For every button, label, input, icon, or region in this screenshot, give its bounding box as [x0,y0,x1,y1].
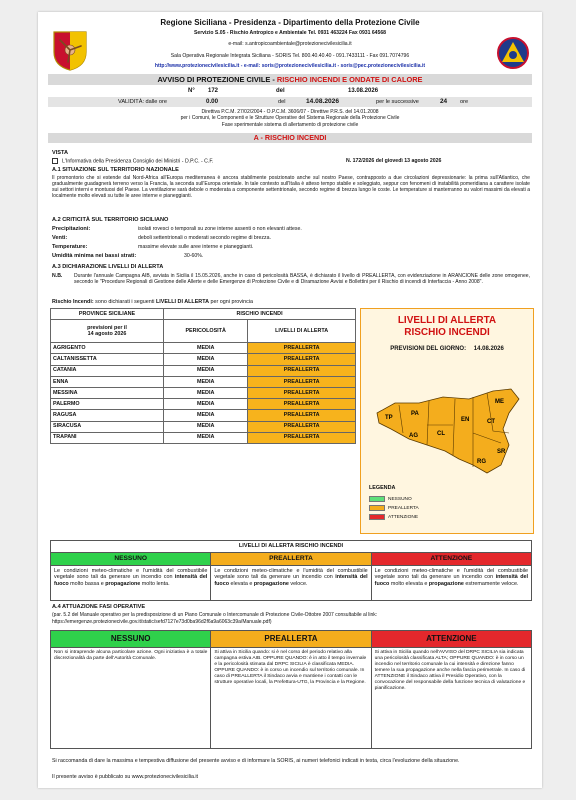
action-attenzione-header: ATTENZIONE [371,631,531,648]
header-previsioni-date: 14 agosto 2026 [87,331,127,338]
rischio-text-1: sono dichiarati i seguenti [93,299,156,305]
header-email-line [98,41,482,47]
province-name: CALTANISSETTA [51,354,164,365]
level-text-part: molto lenta. [140,581,170,588]
province-pericolosita: MEDIA [164,387,248,398]
level-text-part: estremamente veloce. [463,581,519,588]
validity-date: 14.08.2026 [306,98,340,105]
map-prev-label: PREVISIONI DEL GIORNO: [390,346,467,352]
action-nessuno-header: NESSUNO [51,631,211,648]
province-livello: PREALLERTA [248,365,356,376]
avviso-prefix: AVVISO DI PROTEZIONE CIVILE - [157,75,277,84]
province-livello: PREALLERTA [248,343,356,354]
level-text-part: Le condizioni meteo-climatiche e l'umidità del combustibile vegetale sono tali da generare un incendio con [54,567,208,581]
a2-key: Temperature: [52,244,88,250]
level-text-bold: intensità del fuoco [214,574,368,588]
header-email-text: e-mail: s.antropicoambientale@protezionecivilesicilia.it [228,41,352,47]
level-preallerta-text [211,565,371,600]
vista-row [52,158,213,165]
header-livelli: LIVELLI DI ALLERTA [248,320,356,343]
directive-line-3: Fase sperimentale sistema di allertamento di protezione civile [221,121,359,128]
directive-line-2: per i Comuni, le Componenti e le Strutture Operative del Sistema Regionale della Protezione Civile [180,115,400,122]
table-row [51,387,356,398]
operative-phases-table [50,630,532,749]
map-panel-date-row [361,346,533,353]
province-livello: PREALLERTA [248,410,356,421]
legend-list [369,495,419,522]
province-pericolosita: MEDIA [164,343,248,354]
vista-label: VISTA [52,150,69,156]
legend-label: ATTENZIONE [388,515,419,520]
a2-key: Venti: [52,235,68,241]
avviso-number-row [48,86,532,96]
a2-value: isolati rovesci o temporali su zone interne assenti o non elevanti attese. [138,226,302,232]
header-rischio-incendi: RISCHIO INCENDI [164,309,356,320]
map-panel [360,308,534,534]
province-pericolosita: MEDIA [164,365,248,376]
validity-hour: 0.00 [206,98,219,105]
a2-value: deboli settentrionali o moderati secondo regime di brezza. [138,235,271,241]
table-row [51,399,356,410]
legend-label: NESSUNO [388,497,412,502]
legend-item [369,513,419,522]
rischio-text-levels: LIVELLI DI ALLERTA [155,299,209,305]
map-label-cl: CL [437,431,445,437]
map-label-ct: CT [487,419,495,425]
province-name: TRAPANI [51,432,164,443]
vista-text: L'Informativa della Presidenza Consiglio dei Ministri - D.P.C. - C.F. [62,158,214,165]
province-livello: PREALLERTA [248,432,356,443]
a4-subtitle-1: (par. 5.2 del Manuale operativo per la predisposizione di un Piano Comunale o Intercomunale di Protezione Civile-Ottobre 2007 consultabile al link: [52,612,378,618]
alert-levels-table [50,540,532,601]
legend-item [369,495,419,504]
header-pericolosita: PERICOLOSITÀ [164,320,248,343]
level-text-part: Le condizioni meteo-climatiche e l'umidità del combustibile vegetale sono tali da generare un incendio con [214,567,368,581]
province-name: PALERMO [51,399,164,410]
level-nessuno-text [51,565,211,600]
province-pericolosita: MEDIA [164,410,248,421]
level-text-part: molto bassa e [68,581,106,588]
a2-value: massime elevate sulle aree interne e pianeggianti. [138,244,254,250]
validity-ore: ore [460,99,469,105]
level-text-part: elevata e [229,581,254,588]
rischio-label: Rischio Incendi: [52,299,94,305]
map-prev-date: 14.08.2026 [473,346,504,352]
a2-key: Precipitazioni: [52,226,91,232]
province-livello: PREALLERTA [248,387,356,398]
map-label-ag: AG [409,433,418,439]
a3-nb-text: Durante l'annuale Campagna AIB, avviata in Sicilia il 15.05.2026, anche in caso di pericolosità BASSA, è dichiarato il livello di PREALLERTA, con evidenziazione in ARANCIONE delle zone omogenee, secondo le "Procedure Regionali di Gestione delle Allerte e delle Emergenze di Protezione Civile e di Diramazione Avvisi e Bollettini per il Rischio di incendi di Interfaccia - Anno 2008". [74,273,530,286]
a3-title: A.3 DICHIARAZIONE LIVELLI DI ALLERTA [52,264,164,270]
map-label-sr: SR [497,449,506,455]
level-text-bold: intensità del fuoco [374,574,529,588]
header-title: Regione Siciliana - Presidenza - Dipartimento della Protezione Civile [160,18,420,27]
level-text-part: molto elevata e [389,581,429,588]
vista-checkbox[interactable] [52,158,58,164]
province-rows [51,343,356,444]
level-text-bold: propagazione [253,581,289,588]
a2-row [52,253,452,262]
a3-rischio-line [52,299,253,306]
a1-text: Il promontorio che si estende dal Nord-Africa all'Europa mediterranea è ancora stabilmente posizionato anche sul nostro Paese, contrapposto a due circolazioni depressionarie: la prima sull'Atlantico, che gradualmente guadagnerà terreno verso la Francia, la seconda sull'Europa orientale. In tale contesto sull'Italia è atteso tempo stabile e soleggiato, seppur con fenomeni di instabilità pomeridiana a carattere isolate sui settori interni e montuosi del Paese. La ventilazione sarà debole o moderata a componente settentrionale, secondo regime di brezza lungo le coste. Le temperature si manterranno su valori massimi da elevati a localmente molto elevati su tutte le aree interne e pianeggianti. [52,175,530,200]
avviso-title-band [48,74,532,85]
footer-recommendation: Si raccomanda di dare la massima e tempestiva diffusione del presente avviso e di informare la SORIS, ai numeri telefonici indicati in testa, circa l'evoluzione della situazione. [52,758,460,764]
avviso-n-label: N° [188,88,195,94]
province-pericolosita: MEDIA [164,432,248,443]
legend-swatch-preallerta [369,505,385,511]
level-text-bold: intensità del fuoco [54,574,208,588]
province-alert-table [50,308,356,444]
legend-swatch-attenzione [369,514,385,520]
header-previsioni-label: previsioni per il [87,324,127,331]
validity-successive: per le successive [376,99,419,105]
rischio-text-2: per ogni provincia [209,299,254,305]
avviso-title-red: RISCHIO INCENDI E ONDATE DI CALORE [276,75,423,84]
province-name: MESSINA [51,387,164,398]
level-text-bold: propagazione [105,581,141,588]
table-row [51,410,356,421]
avviso-validity-row [48,97,532,107]
action-attenzione-text: Si attiva in Sicilia quando nell'AVVISO del DRPC SICILIA sia indicata una pericolosità classificata ALTA; OPPURE QUANDO: è in corso un incendio nel territorio comunale la cui intensità e direzione fanno temere la sua propagazione anche nella fascia perimetrale. In caso di ATTENZIONE il Sindaco attiva il Presidio Operativo, con la convocazione del responsabile della funzione tecnica di valutazione e pianificazione. [371,647,531,748]
level-nessuno-header: NESSUNO [51,552,211,565]
vista-reference: N. 172/2026 del giovedì 13 agosto 2026 [346,158,442,164]
a4-title: A.4 ATTUAZIONE FASI OPERATIVE [52,604,146,610]
a2-row [52,244,452,253]
header-service-line: Servizio S.05 - Rischio Antropico e Ambientale Tel. 0931 463224 Fax 0931 64568 [193,30,387,36]
map-label-en: EN [461,417,470,423]
a2-row [52,226,452,235]
level-attenzione-header: ATTENZIONE [371,552,531,565]
level-text-part: Le condizioni meteo-climatiche e l'umidità del combustibile vegetale sono tali da generare un incendio con [374,567,528,581]
table-row [51,365,356,376]
level-preallerta-header: PREALLERTA [211,552,371,565]
province-pericolosita: MEDIA [164,376,248,387]
province-name: RAGUSA [51,410,164,421]
province-name: CATANIA [51,365,164,376]
table-row [51,376,356,387]
map-panel-title-1: LIVELLI DI ALLERTA [397,315,497,326]
level-text-part: veloce. [288,581,308,588]
header-website-line[interactable]: http://www.protezionecivilesicilia.it - e-mail: soris@protezionecivilesicilia.it - soris@pec.protezionecivilesicilia.it [154,63,426,69]
map-label-me: ME [495,399,504,405]
province-livello: PREALLERTA [248,376,356,387]
legend-label: PREALLERTA [388,506,419,511]
province-name: AGRIGENTO [51,343,164,354]
footer-publication: Il presente avviso è pubblicato su www.protezionecivilesicilia.it [52,774,199,780]
province-pericolosita: MEDIA [164,421,248,432]
level-attenzione-text [371,565,531,600]
a2-row [52,235,452,244]
map-label-rg: RG [477,459,486,465]
map-panel-title-2: RISCHIO INCENDI [404,326,490,338]
a3-nb-label: N.B. [52,273,63,279]
a4-subtitle-2[interactable]: https://emergenze.protezionecivile.gov.it/static/sefd7127e73d0ba96d2f6a9a6063c39a/Manuale.pdf) [52,619,272,625]
action-nessuno-text: Non si intraprende alcuna particolare azione. Ogni iniziativa è a totale discrezionalità da parte dell'Autorità Comunale. [51,647,211,748]
header-soris-line: Sala Operativa Regionale Integrata Siciliana - SORIS Tel. 800.40.40.40 - 091.7433111 - Fax 091.7074796 [170,53,410,59]
sicily-provinces-map [369,373,527,481]
avviso-number: 172 [208,88,219,94]
a2-value: 30-60%. [184,253,204,259]
validity-hours: 24 [440,98,448,105]
province-name: SIRACUSA [51,421,164,432]
table-row [51,432,356,443]
action-preallerta-text: Si attiva in Sicilia quando: si è nel corso del periodo relativo alla campagna estiva AIB. OPPURE QUANDO: è in atto il tempo invernale e la pericolosità stimata dal DRPC SICILIA è classificata MEDIA. OPPURE QUANDO: è in corso un incendio sul territorio comunale. In caso di PREALLERTA il Sindaco avvia e mantiene i contatti con le strutture operative locali, la Prefettura-UTG, la Provincia e la Regione. [211,647,371,748]
legend-title: LEGENDA [369,485,396,491]
avviso-del-label: del [276,88,285,94]
level-text-bold: propagazione [428,581,464,588]
validity-del: del [278,99,286,105]
legend-item [369,504,419,513]
directives-block [48,109,532,128]
header-province: PROVINCE SICILIANE [51,309,164,320]
province-pericolosita: MEDIA [164,399,248,410]
province-pericolosita: MEDIA [164,354,248,365]
a2-title: A.2 CRITICITÀ SUL TERRITORIO SICILIANO [52,217,169,223]
document-page [38,12,542,788]
province-livello: PREALLERTA [248,399,356,410]
province-livello: PREALLERTA [248,421,356,432]
a1-title: A.1 SITUAZIONE SUL TERRITORIO NAZIONALE [52,167,179,173]
header-previsioni [51,320,164,343]
validity-label: VALIDITÀ: dalle ore [118,99,168,105]
a2-key: Umidità minima nei bassi strati: [52,253,137,259]
a2-criticality-list [52,226,452,262]
province-name: ENNA [51,376,164,387]
directive-line-1: Direttiva P.C.M. 27/02/2004 - O.P.C.M. 3606/07 - Direttive P.R.S. del 14.01.2008 [201,109,379,115]
table-row [51,354,356,365]
levels-title: LIVELLI DI ALLERTA RISCHIO INCENDI [51,541,532,553]
table-row [51,343,356,354]
action-preallerta-header: PREALLERTA [211,631,371,648]
map-label-pa: PA [411,411,419,417]
province-livello: PREALLERTA [248,354,356,365]
section-a-title: A - RISCHIO INCENDI [48,133,532,143]
legend-swatch-nessuno [369,496,385,502]
table-row [51,421,356,432]
map-label-tp: TP [385,415,393,421]
avviso-date: 13.08.2026 [348,88,379,94]
